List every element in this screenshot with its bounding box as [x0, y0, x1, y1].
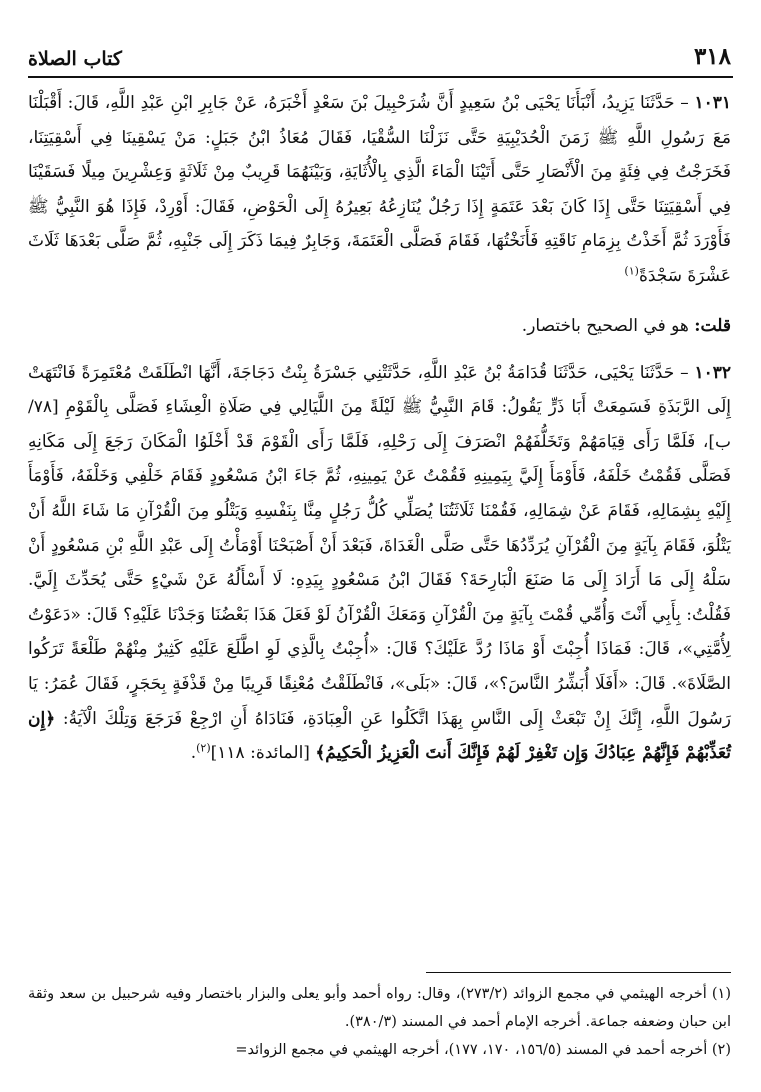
footnote-1: (١) أخرجه الهيثمي في مجمع الزوائد (٢٧٣/٢)، وقال: رواه أحمد وأبو يعلى والبزار باختصار وفيه شرحبيل بن سعد وثقة ابن حبان وضعفه جماعة. أخرجه الإمام أحمد في المسند (٣٨٠/٣). [28, 986, 731, 1030]
footnote-ref: (١) [624, 264, 639, 278]
hadith-text: – حَدَّثَنَا يَزِيدُ، أَنْبَأَنَا يَحْيَى بْنُ سَعِيدٍ أَنَّ شُرَحْبِيلَ بْنَ سَعْدٍ أَخْبَرَهُ، عَنْ جَابِرِ ابْنِ عَبْدِ اللَّهِ، قَالَ: أَقْبَلْنَا مَعَ رَسُولِ اللَّهِ ﷺ زَمَنَ الْحُدَيْبِيَةِ حَتَّى نَزَلْنَا السُّقْيَا، فَقَالَ مُعَاذُ ابْنُ جَبَلٍ: مَنْ يَسْقِينَا فِي أَسْقِيَتِنَا، فَخَرَجْتُ فِي فِئَةٍ مِنَ الْأَنْصَارِ حَتَّى أَتَيْنَا الْمَاءَ الَّذِي بِالْأُثَايَةِ، وَبَيْنَهُمَا قَرِيبٌ مِنْ ثَلَاثَةٍ وَعِشْرِينَ مِيلًا فَسَقَيْنَا فِي أَسْقِيَتِنَا حَتَّى إِذَا كَانَ بَعْدَ عَتَمَةٍ إِذَا رَجُلٌ يُنَازِعُهُ بَعِيرُهُ إِلَى الْحَوْضِ، فَقَالَ: أَوْرِدْ، فَإِذَا هُوَ النَّبِيُّ ﷺ فَأَوْرَدَ ثُمَّ أَخَذْتُ بِزِمَامِ نَاقَتِهِ فَأَنَخْتُهَا، فَقَامَ فَصَلَّى الْعَتَمَةَ، وَجَابِرٌ فِيمَا ذَكَرَ إِلَى جَنْبِهِ، ثُمَّ صَلَّى بَعْدَهَا ثَلَاثَ عَشْرَةَ سَجْدَةً [28, 93, 731, 286]
verse-citation: [المائدة: ١١٨] [210, 743, 316, 764]
footnote-2: (٢) أخرجه أحمد في المسند (١٥٦/٥، ١٧٠، ١٧٧)، أخرجه الهيثمي في مجمع الزوائد= [235, 1042, 731, 1058]
editor-note [28, 310, 731, 342]
page-number: ٣١٨ [693, 43, 731, 70]
editor-note-label: قلت: [694, 315, 731, 336]
page-body [28, 86, 731, 771]
sentence-end: . [190, 743, 197, 764]
hadith-number: ١٠٣٢ [694, 362, 732, 383]
book-title: كتاب الصلاة [28, 48, 122, 70]
footnote-ref: (٢) [196, 741, 211, 755]
page-header [28, 40, 731, 70]
footnotes [28, 980, 731, 1064]
quran-verse: ﴿إِن تُعَذِّبْهُمْ فَإِنَّهُمْ عِبَادُكَ وَإِن تَغْفِرْ لَهُمْ فَإِنَّكَ أَنتَ الْعَزِيزُ الْحَكِيمُ﴾ [28, 708, 731, 764]
header-divider [28, 76, 733, 78]
footnote-divider [426, 972, 731, 973]
hadith-1032 [28, 356, 731, 771]
hadith-number: ١٠٣١ [694, 93, 731, 113]
hadith-1031 [28, 86, 731, 294]
hadith-text: – حَدَّثَنَا يَحْيَى، حَدَّثَنَا قُدَامَةُ بْنُ عَبْدِ اللَّهِ، حَدَّثَتْنِي جَسْرَةُ بِنْتُ دَجَاجَةَ، أَنَّهَا انْطَلَقَتْ مُعْتَمِرَةً فَانْتَهَتْ إِلَى الرَّبَذَةِ فَسَمِعَتْ أَبَا ذَرٍّ يَقُولُ: قَامَ النَّبِيُّ ﷺ لَيْلَةً مِنَ اللَّيَالِي فِي صَلَاةِ الْعِشَاءِ فَصَلَّى بِالْقَوْمِ [٧٨/ب]، فَلَمَّا رَأَى قِيَامَهُمْ وَتَخَلُّفَهُمْ انْصَرَفَ إِلَى رَحْلِهِ، فَلَمَّا رَأَى الْقَوْمَ قَدْ أَخْلَوُا الْمَكَانَ رَجَعَ إِلَى مَكَانِهِ فَصَلَّى فَقُمْتُ خَلْفَهُ، فَأَوْمَأَ إِلَيَّ بِيَمِينِهِ فَقُمْتُ عَنْ يَمِينِهِ، ثُمَّ جَاءَ ابْنُ مَسْعُودٍ فَقَامَ خَلْفِي وَخَلْفَهُ، فَأَوْمَأَ إِلَيْهِ بِشِمَالِهِ، فَقَامَ عَنْ شِمَالِهِ، فَقُمْنَا ثَلَاثَتُنَا يُصَلِّي كُلُّ رَجُلٍ مِنَّا بِنَفْسِهِ وَيَتْلُو مِنَ الْقُرْآنِ مَا شَاءَ اللَّهُ أَنْ يَتْلُوَ، فَقَامَ بِآيَةٍ مِنَ الْقُرْآنِ يُرَدِّدُهَا حَتَّى صَلَّى الْغَدَاةَ، فَبَعْدَ أَنْ أَصْبَحْنَا أَوْمَأْتُ إِلَى عَبْدِ اللَّهِ بْنِ مَسْعُودٍ أَنْ سَلْهُ إِلَى مَا أَرَادَ إِلَى مَا صَنَعَ الْبَارِحَةَ؟ فَقَالَ ابْنُ مَسْعُودٍ بِيَدِهِ: لَا أَسْأَلُهُ عَنْ شَيْءٍ حَتَّى يُحَدِّثَ إِلَيَّ. فَقُلْتُ: بِأَبِي أَنْتَ وَأُمِّي قُمْتَ بِآيَةٍ مِنَ الْقُرْآنِ وَمَعَكَ الْقُرْآنُ لَوْ فَعَلَ هَذَا بَعْضُنَا وَجَدْنَا عَلَيْهِ؟ قَالَ: «دَعَوْتُ لِأُمَّتِي»، قَالَ: فَمَاذَا أُجِبْتَ أَوْ مَاذَا رُدَّ عَلَيْكَ؟ قَالَ: «أُجِبْتُ بِالَّذِي لَوِ اطَّلَعَ عَلَيْهِ كَثِيرٌ مِنْهُمْ طَلْعَةً تَرَكُوا الصَّلَاةَ». قَالَ: «أَفَلَا أُبَشِّرُ النَّاسَ؟»، قَالَ: «بَلَى»، فَانْطَلَقْتُ مُعْنِقًا قَرِيبًا مِنْ قَذْفَةٍ بِحَجَرٍ، فَقَالَ عُمَرُ: يَا رَسُولَ اللَّهِ، إِنَّكَ إِنْ تَبْعَثْ إِلَى النَّاسِ بِهَذَا اتَّكَلُوا عَنِ الْعِبَادَةِ، فَنَادَاهُ أَنِ ارْجِعْ فَرَجَعَ وَتِلْكَ الْآيَةُ: [28, 362, 731, 729]
editor-note-text: هو في الصحيح باختصار. [521, 315, 695, 336]
